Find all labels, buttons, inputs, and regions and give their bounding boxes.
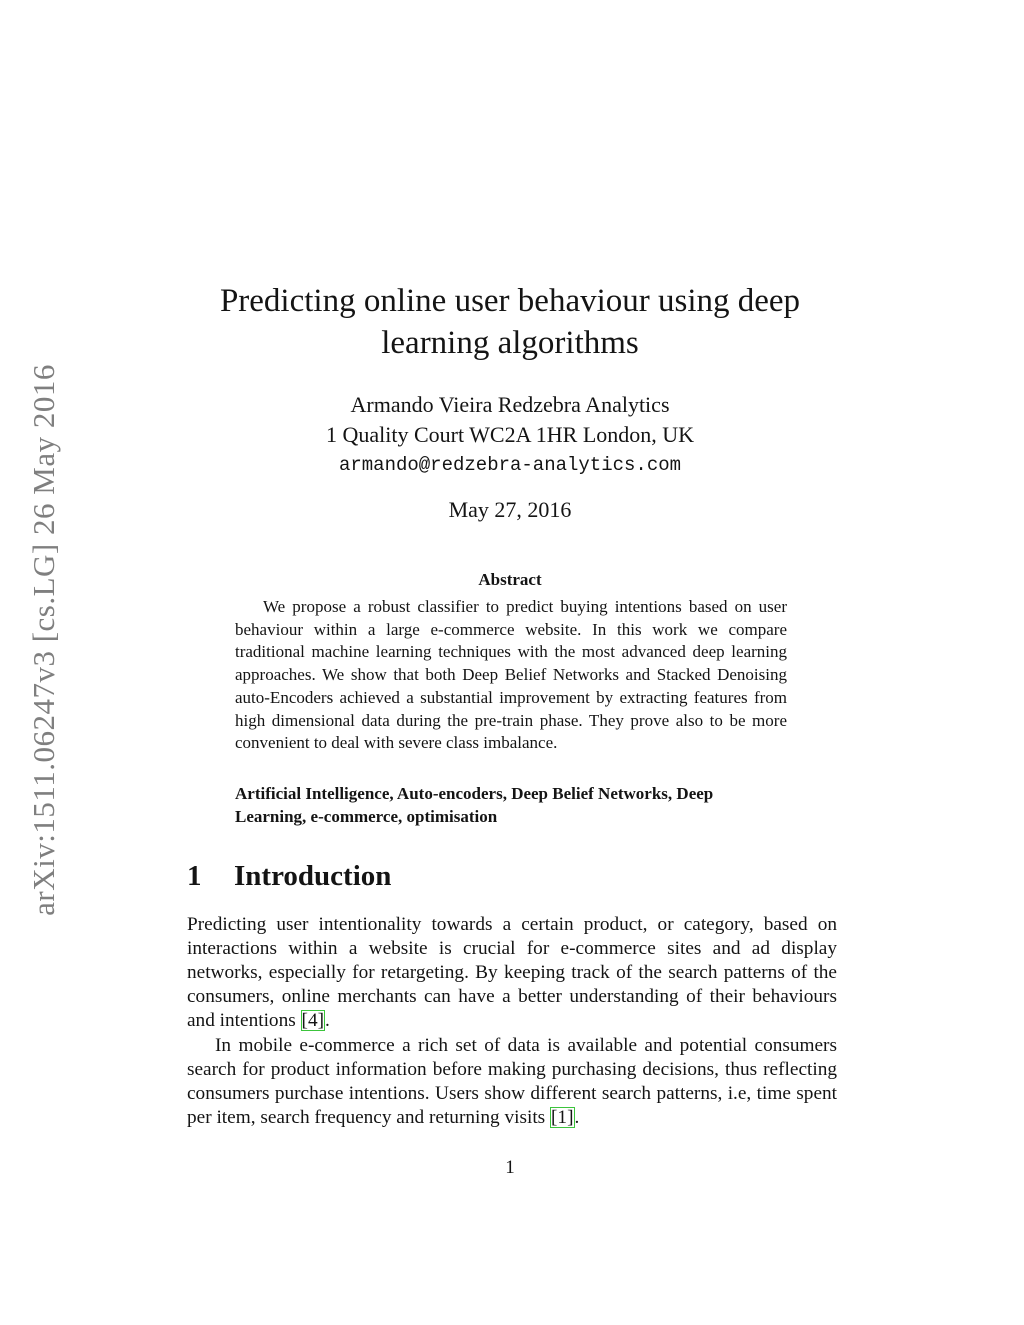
section-title: Introduction: [234, 860, 392, 892]
paper-title: [190, 280, 830, 364]
intro-paragraph-1: [187, 913, 837, 1033]
citation-link-1[interactable]: [1]: [551, 1107, 574, 1129]
paper-date: May 27, 2016: [448, 497, 572, 522]
author-address: 1 Quality Court WC2A 1HR London, UK: [325, 422, 695, 447]
section-number: 1: [187, 860, 202, 892]
abstract-heading: Abstract: [478, 570, 542, 589]
intro-paragraph-2-text: In mobile e-commerce a rich set of data is available and potential consumers search for product information before making purchasing decisions, thus reflecting consumers purchase intentions. Users show different search patterns, i.e, time spent per item, search frequency and returning visits: [187, 1035, 837, 1129]
intro-paragraph-1-text: Predicting user intentionality towards a certain product, or category, based on interactions within a website is crucial for e-commerce sites and ad display networks, especially for retargeting. By keeping track of the search patterns of the consumers, online merchants can have a better understanding of their behaviours and intentions: [187, 914, 837, 1032]
page-number: 1: [505, 1157, 515, 1178]
title-line-1: Predicting online user behaviour using deep: [219, 283, 801, 319]
citation-link-4[interactable]: [4]: [301, 1010, 325, 1032]
intro-paragraph-2-end: .: [574, 1107, 580, 1129]
title-line-2: learning algorithms: [381, 325, 639, 361]
author-block: [190, 390, 830, 480]
intro-paragraph-1-end: .: [325, 1010, 330, 1032]
author-email[interactable]: armando@redzebra-analytics.com: [338, 454, 682, 476]
abstract-body: We propose a robust classifier to predict buying intentions based on user behaviour within a large e-commerce website. In this work we compare traditional machine learning techniques with the most advanced deep learning approaches. We show that both Deep Belief Networks and Stacked Denoising auto-Encoders achieved a substantial improvement by extracting features from high dimensional data during the pre-train phase. They prove also to be more convenient to deal with severe class imbalance.: [235, 597, 787, 753]
author-name-affiliation: Armando Vieira Redzebra Analytics: [350, 392, 670, 417]
intro-paragraph-2: [187, 1034, 837, 1130]
arxiv-identifier-stamp: arXiv:1511.06247v3 [cs.LG] 26 May 2016: [26, 364, 61, 916]
keywords: Artificial Intelligence, Auto-encoders, Deep Belief Networks, Deep Learning, e-commerce, optimisation: [235, 784, 714, 826]
section-heading-introduction: [187, 860, 391, 893]
